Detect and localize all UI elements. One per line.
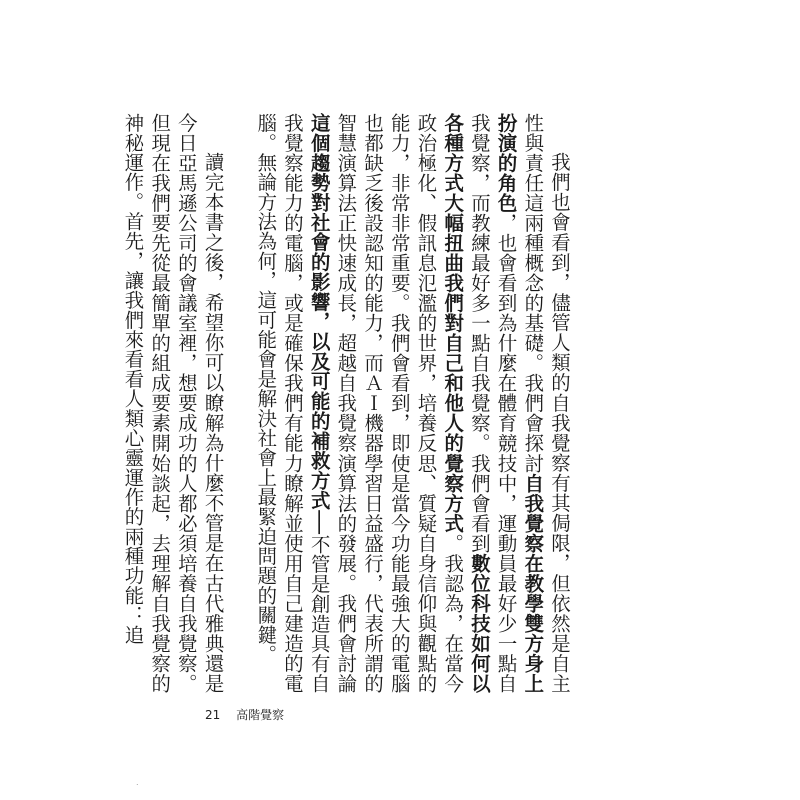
paragraph-2: 讀完本書之後，希望你可以瞭解為什麼不管是在古代雅典還是今日亞馬遜公司的會議室裡，想要成功的人都必須培養自我覺察。但現在我們要先從最簡單的組成要素開始談起，去理解自我覺察的神秘運作。首先，讓我們來看看人類心靈運作的兩種功能：追 — [121, 113, 225, 693]
body-text — [119, 113, 572, 693]
paragraph-1-part-2: ，也會看到為什麼在體育競技中，運動員最好少一點自我覺察，而教練最好多一點自我覺察。我們會看到 — [467, 113, 518, 693]
page-number: 21 — [205, 708, 221, 722]
paragraph-1-part-3: 。我認為，在當今政治極化、假訊息氾濫的世界，培養反思、質疑自身信仰與觀點的能力，非常非常重要。我們會看到，即使是當今功能最強大的電腦也都缺乏後設認知的能力，而ＡＩ機器學習日益盛行，代表所謂的智慧演算法正快速成長，超越自我覺察演算法的發展。我們會討論 — [334, 113, 465, 693]
paragraph-1 — [252, 113, 572, 693]
book-title: 高階覺察 — [236, 708, 285, 722]
emphasis-digital-tech: 數位科技如何以各種方式大幅扭曲我們對自己和他人的覺察方式 — [441, 113, 491, 693]
page-footer — [205, 706, 284, 723]
paragraph-1-part-4: ──不管是創造具有自我覺察能力的電腦，或是確保我們有能力瞭解並使用自己建造的電腦。無論方法為何，這可能會是解決社會上最緊迫問題的關鍵。 — [254, 113, 331, 693]
emphasis-social-impact: 這個趨勢對社會的影響，以及可能的補救方式 — [307, 113, 331, 511]
emphasis-teaching-roles: 自我覺察在教學雙方身上扮演的角色 — [494, 113, 545, 693]
paragraph-1-part-1: 我們也會看到，儘管人類的自我覺察有其侷限，但依然是自主性與責任這兩種概念的基礎。我們會探討 — [521, 113, 571, 693]
corner-mark: . — [136, 778, 139, 787]
